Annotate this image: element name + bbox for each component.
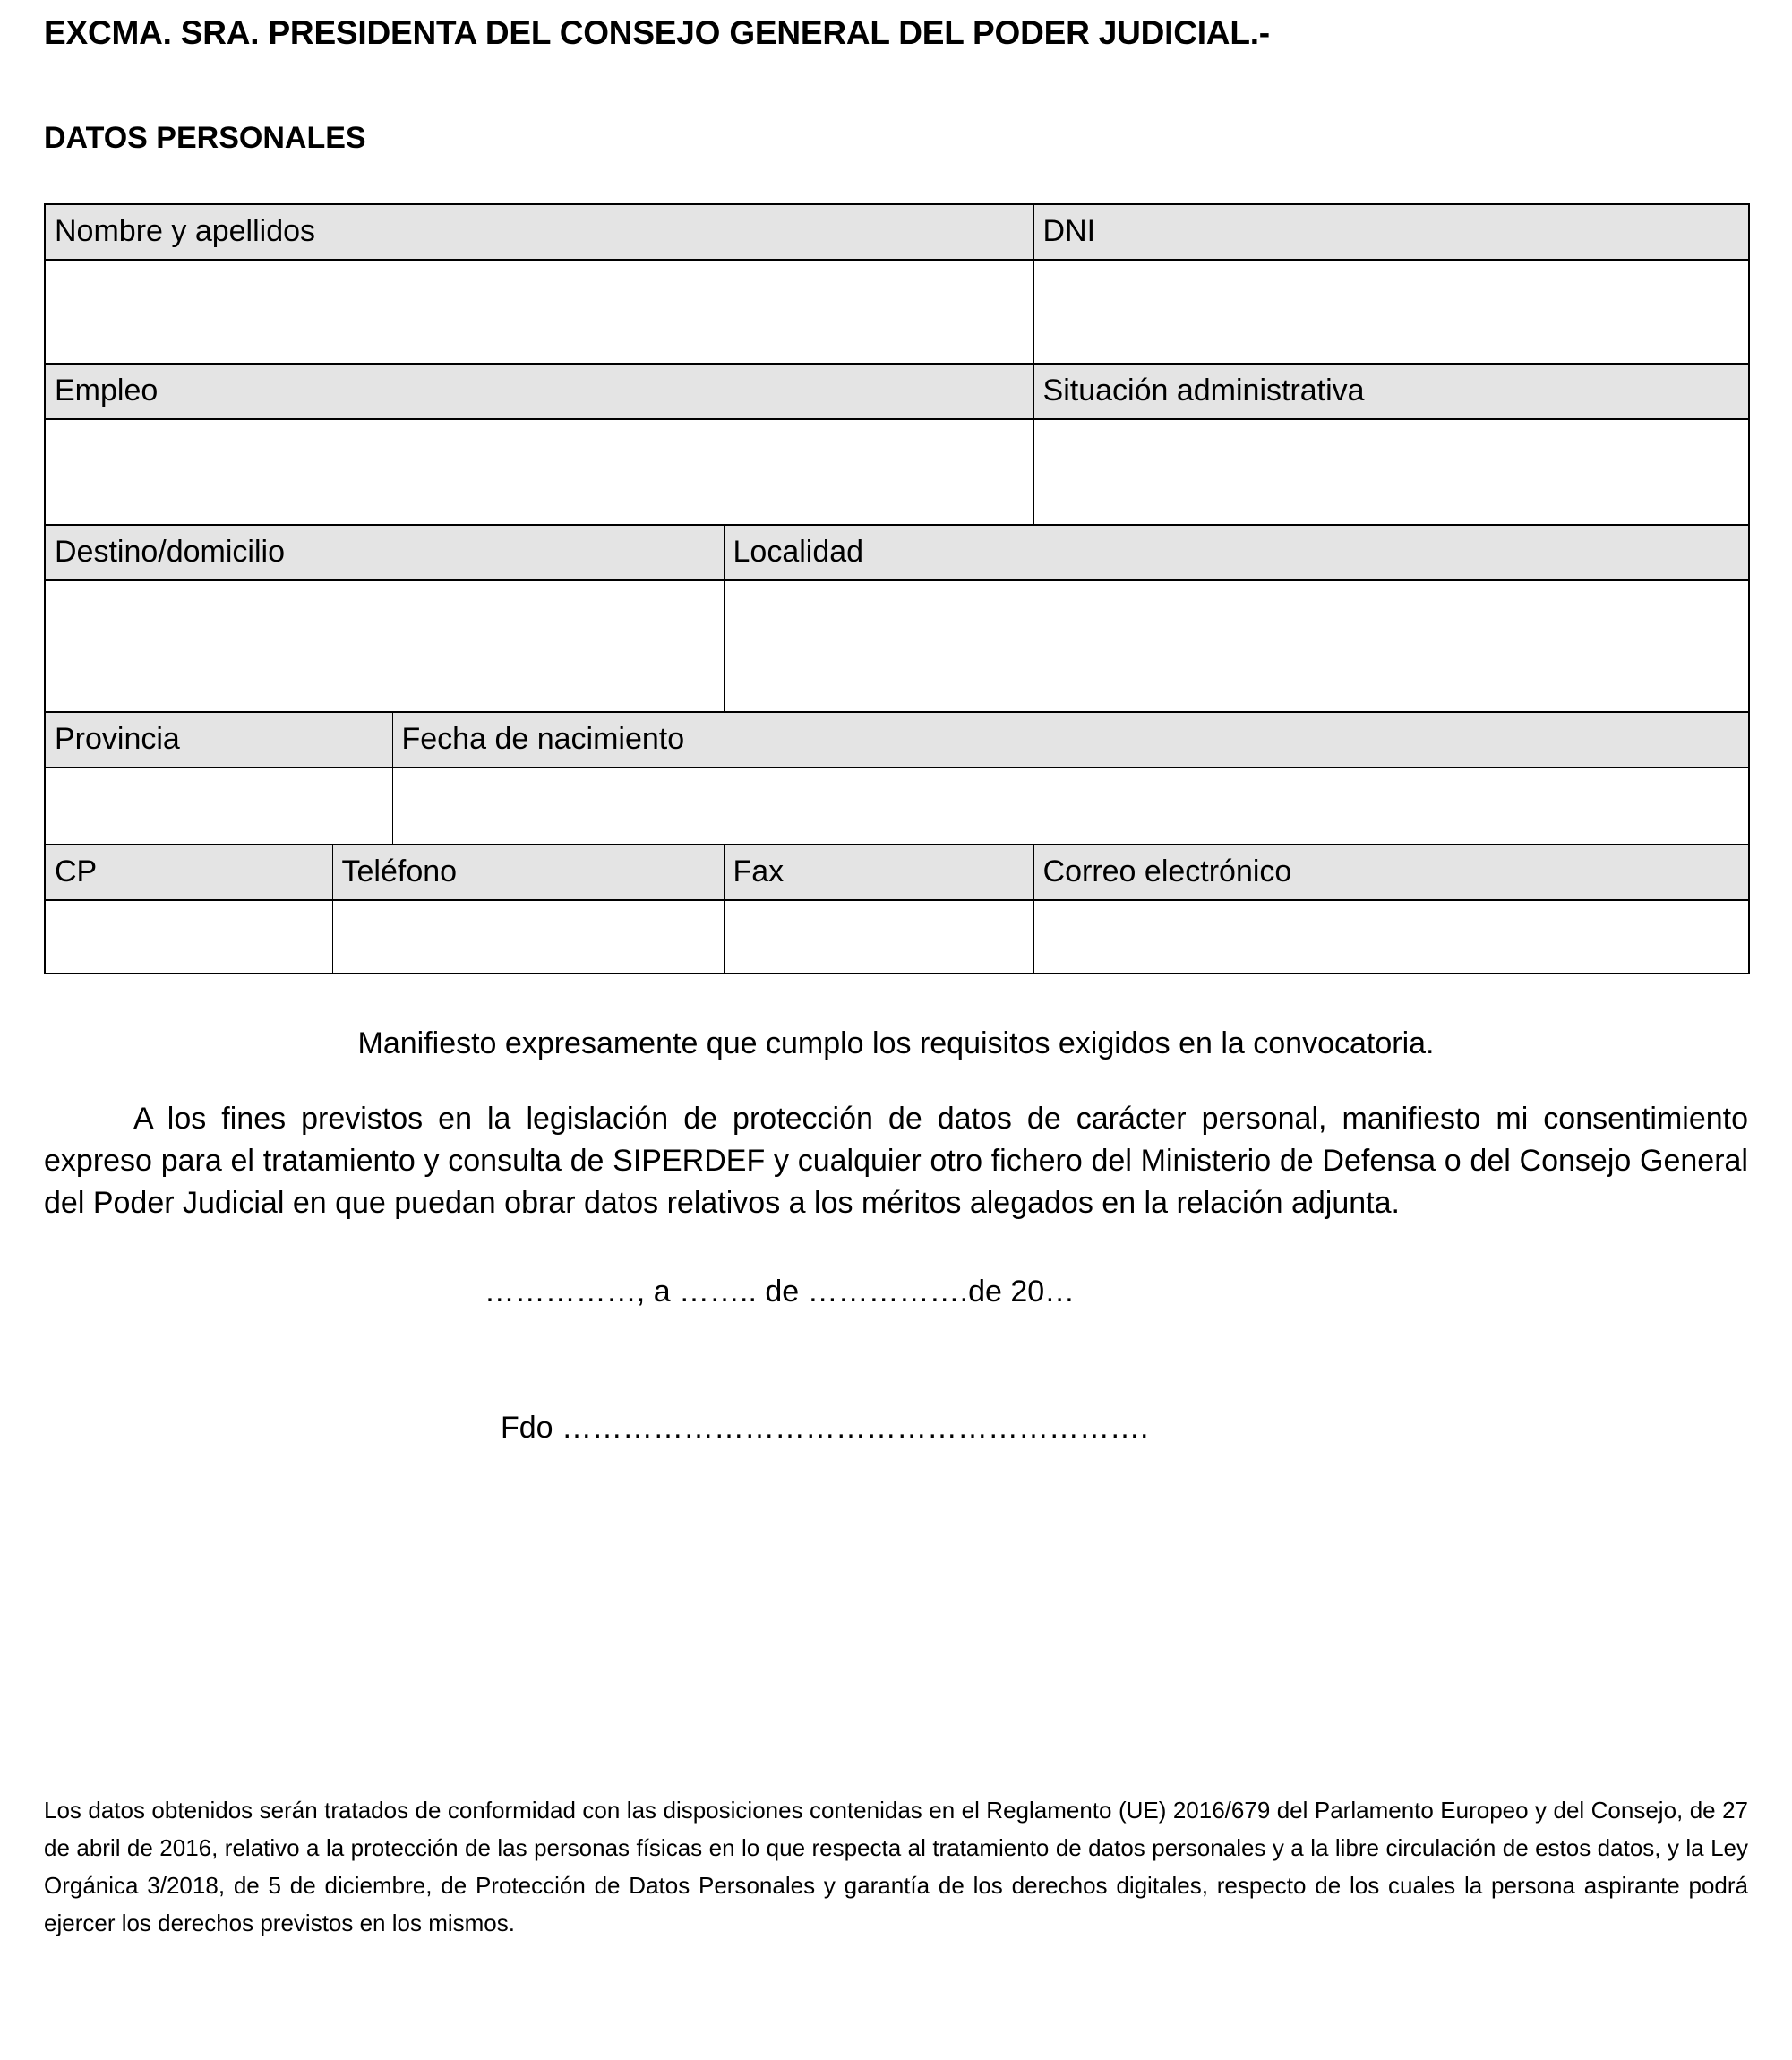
label-provincia: Provincia: [45, 712, 392, 768]
table-row-input-contacto: [45, 900, 1749, 974]
label-dni: DNI: [1033, 204, 1749, 260]
field-empleo[interactable]: [45, 419, 1033, 525]
field-dni[interactable]: [1033, 260, 1749, 364]
label-correo-electronico: Correo electrónico: [1033, 845, 1749, 900]
label-fax: Fax: [724, 845, 1033, 900]
date-placeholder-line: ……………, a …….. de …………….de 20…: [484, 1274, 1076, 1309]
legal-data-protection-notice: Los datos obtenidos serán tratados de conformidad con las disposiciones contenidas en el Reglamento (UE) 2016/679 del Parlamento Europeo y del Consejo, de 27 de abril de 2016, relativo a la protección de las personas físicas en lo que respecta al tratamiento de datos personales y a la libre circulación de estos datos, y la Ley Orgánica 3/2018, de 5 de diciembre, de Protección de Datos Personales y garantía de los derechos digitales, respecto de los cuales la persona aspirante podrá ejercer los derechos previstos en los mismos.: [44, 1797, 1748, 1937]
field-localidad[interactable]: [724, 580, 1749, 712]
table-row-header-nombre: [45, 204, 1749, 260]
addressee-title: EXCMA. SRA. PRESIDENTA DEL CONSEJO GENERAL DEL PODER JUDICIAL.-: [44, 14, 1270, 51]
field-correo-electronico[interactable]: [1033, 900, 1749, 974]
table-row-input-destino: [45, 580, 1749, 712]
field-situacion-administrativa[interactable]: [1033, 419, 1749, 525]
label-destino-domicilio: Destino/domicilio: [45, 525, 724, 580]
personal-data-table: [44, 203, 1750, 974]
field-provincia[interactable]: [45, 768, 392, 845]
table-row-input-empleo: [45, 419, 1749, 525]
label-situacion-administrativa: Situación administrativa: [1033, 364, 1749, 419]
label-cp: CP: [45, 845, 332, 900]
statement-paragraph: Manifiesto expresamente que cumplo los requisitos exigidos en la convocatoria.: [357, 1026, 1435, 1060]
consent-paragraph: A los fines previstos en la legislación de protección de datos de carácter personal, manifiesto mi consentimiento expreso para el tratamiento y consulta de SIPERDEF y cualquier otro fichero del Ministerio de Defensa o del Consejo General del Poder Judicial en que puedan obrar datos relativos a los méritos alegados en la relación adjunta.: [44, 1102, 1748, 1220]
table-row-header-destino: [45, 525, 1749, 580]
label-localidad: Localidad: [724, 525, 1749, 580]
field-fax[interactable]: [724, 900, 1033, 974]
table-row-header-empleo: [45, 364, 1749, 419]
table-row-header-provincia: [45, 712, 1749, 768]
label-empleo: Empleo: [45, 364, 1033, 419]
field-telefono[interactable]: [332, 900, 724, 974]
table-row-input-nombre: [45, 260, 1749, 364]
signature-placeholder-line: Fdo ………………………………………………….: [501, 1410, 1149, 1445]
table-row-input-provincia: [45, 768, 1749, 845]
table-row-header-contacto: [45, 845, 1749, 900]
field-fecha-de-nacimiento[interactable]: [392, 768, 1749, 845]
section-title-datos-personales: DATOS PERSONALES: [44, 121, 366, 155]
label-fecha-de-nacimiento: Fecha de nacimiento: [392, 712, 1749, 768]
field-nombre-y-apellidos[interactable]: [45, 260, 1033, 364]
label-nombre-y-apellidos: Nombre y apellidos: [45, 204, 1033, 260]
label-telefono: Teléfono: [332, 845, 724, 900]
field-destino-domicilio[interactable]: [45, 580, 724, 712]
field-cp[interactable]: [45, 900, 332, 974]
